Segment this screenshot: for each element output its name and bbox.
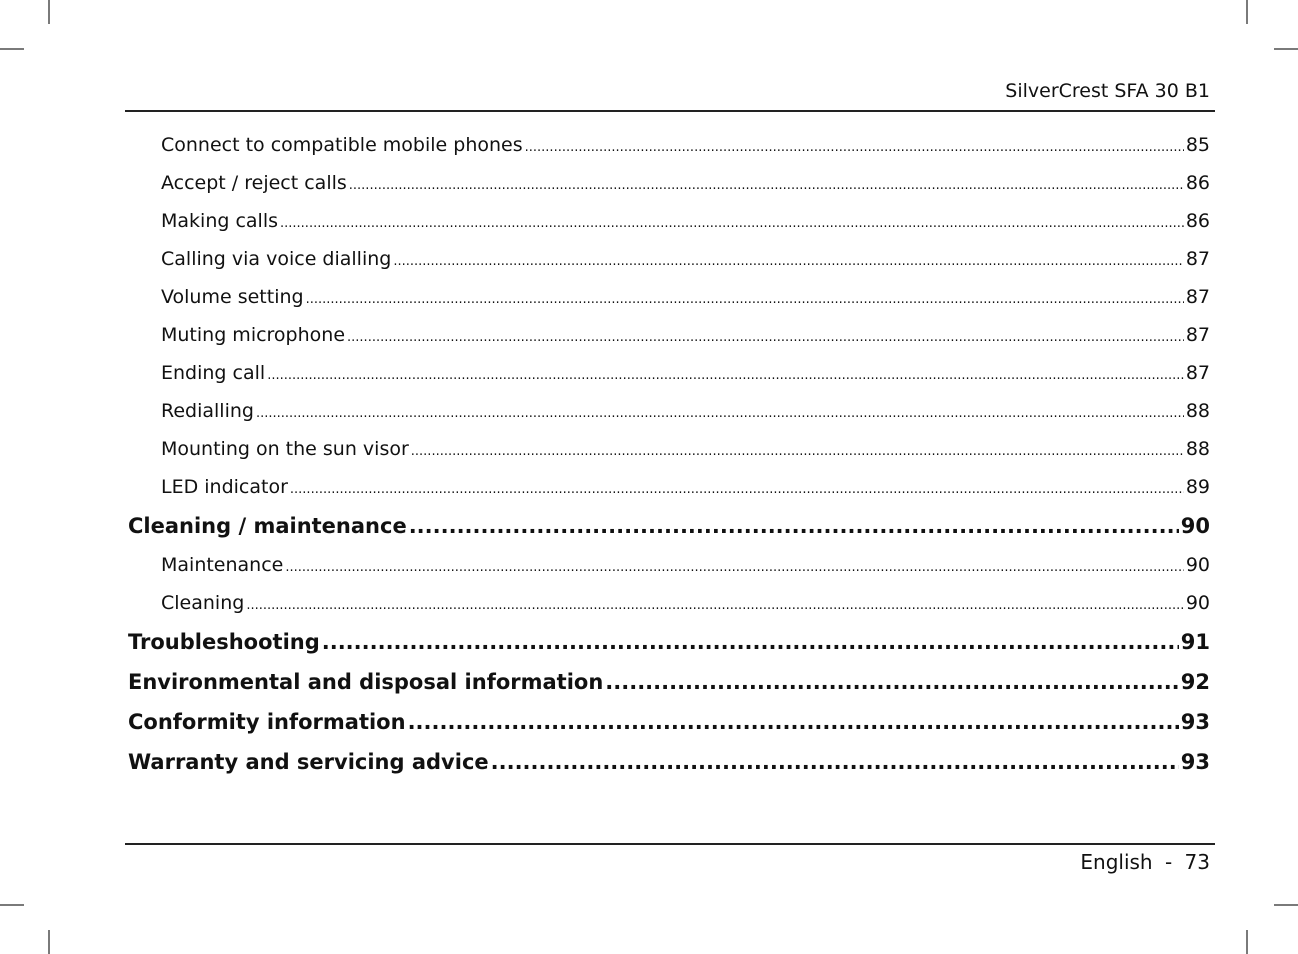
dot-leader: [246, 587, 1184, 622]
toc-subsection-entry[interactable]: [128, 316, 1210, 354]
toc-entry-page: 91: [1180, 630, 1210, 654]
toc-entry-page: 87: [1185, 324, 1210, 346]
dot-leader: [605, 662, 1178, 702]
toc-entry-page: 88: [1185, 438, 1210, 460]
footer-page-number: 73: [1184, 850, 1210, 874]
toc-subsection-entry[interactable]: [128, 430, 1210, 468]
footer-language: English: [1080, 850, 1153, 874]
toc-subsection-entry[interactable]: [128, 546, 1210, 584]
toc-entry-label: Calling via voice dialling: [161, 248, 392, 270]
toc-entry-page: 89: [1185, 476, 1210, 498]
toc-subsection-entry[interactable]: [128, 164, 1210, 202]
toc-entry-page: 88: [1185, 400, 1210, 422]
toc-entry-page: 85: [1185, 134, 1210, 156]
crop-mark: [1246, 0, 1248, 24]
toc-entry-label: Ending call: [161, 362, 266, 384]
toc-entry-label: Cleaning: [161, 592, 245, 614]
toc-subsection-entry[interactable]: [128, 126, 1210, 164]
toc-entry-label: Environmental and disposal information: [128, 670, 604, 694]
running-footer: [125, 850, 1215, 874]
toc-entry-label: Connect to compatible mobile phones: [161, 134, 523, 156]
crop-mark: [0, 904, 24, 906]
toc-subsection-entry[interactable]: [128, 278, 1210, 316]
header-rule: [125, 110, 1215, 112]
toc-entry-page: 87: [1185, 248, 1210, 270]
running-header: [125, 80, 1215, 102]
toc-entry-page: 87: [1185, 286, 1210, 308]
toc-subsection-entry[interactable]: [128, 584, 1210, 622]
toc-entry-page: 87: [1185, 362, 1210, 384]
toc-entry-page: 92: [1180, 670, 1210, 694]
toc-entry-page: 90: [1185, 592, 1210, 614]
toc-entry-page: 93: [1180, 750, 1210, 774]
toc-section-entry[interactable]: [128, 662, 1210, 702]
table-of-contents: [128, 126, 1210, 782]
dot-leader: [525, 129, 1184, 164]
crop-mark: [48, 0, 50, 24]
dot-leader: [285, 549, 1183, 584]
toc-entry-page: 90: [1180, 514, 1210, 538]
dot-leader: [322, 622, 1179, 662]
dot-leader: [267, 357, 1184, 392]
toc-entry-page: 86: [1185, 172, 1210, 194]
toc-subsection-entry[interactable]: [128, 468, 1210, 506]
dot-leader: [491, 742, 1179, 782]
dot-leader: [256, 395, 1184, 430]
footer-rule: [125, 843, 1215, 845]
toc-subsection-entry[interactable]: [128, 240, 1210, 278]
dot-leader: [306, 281, 1184, 316]
toc-subsection-entry[interactable]: [128, 354, 1210, 392]
crop-mark: [0, 48, 24, 50]
toc-entry-label: Redialling: [161, 400, 254, 422]
toc-section-entry[interactable]: [128, 622, 1210, 662]
toc-section-entry[interactable]: [128, 702, 1210, 742]
toc-entry-page: 93: [1180, 710, 1210, 734]
toc-subsection-entry[interactable]: [128, 202, 1210, 240]
dot-leader: [393, 243, 1183, 278]
crop-mark: [1274, 904, 1298, 906]
toc-entry-label: Volume setting: [161, 286, 304, 308]
crop-mark: [48, 930, 50, 954]
toc-entry-label: Cleaning / maintenance: [128, 514, 407, 538]
toc-subsection-entry[interactable]: [128, 392, 1210, 430]
toc-entry-label: Troubleshooting: [128, 630, 320, 654]
toc-entry-label: Muting microphone: [161, 324, 346, 346]
dot-leader: [347, 319, 1184, 354]
toc-section-entry[interactable]: [128, 506, 1210, 546]
toc-entry-label: Warranty and servicing advice: [128, 750, 489, 774]
toc-section-entry[interactable]: [128, 742, 1210, 782]
dot-leader: [349, 167, 1184, 202]
toc-entry-label: LED indicator: [161, 476, 288, 498]
toc-entry-label: Maintenance: [161, 554, 284, 576]
toc-entry-label: Accept / reject calls: [161, 172, 347, 194]
dot-leader: [408, 702, 1179, 742]
dot-leader: [280, 205, 1184, 240]
toc-entry-page: 90: [1185, 554, 1210, 576]
toc-entry-page: 86: [1185, 210, 1210, 232]
dot-leader: [411, 433, 1184, 468]
dot-leader: [290, 471, 1184, 506]
toc-entry-label: Mounting on the sun visor: [161, 438, 409, 460]
dot-leader: [409, 506, 1179, 546]
header-title: SilverCrest SFA 30 B1: [1005, 80, 1210, 102]
crop-mark: [1274, 48, 1298, 50]
crop-mark: [1246, 930, 1248, 954]
toc-entry-label: Making calls: [161, 210, 279, 232]
footer-separator: -: [1164, 850, 1173, 874]
toc-entry-label: Conformity information: [128, 710, 406, 734]
